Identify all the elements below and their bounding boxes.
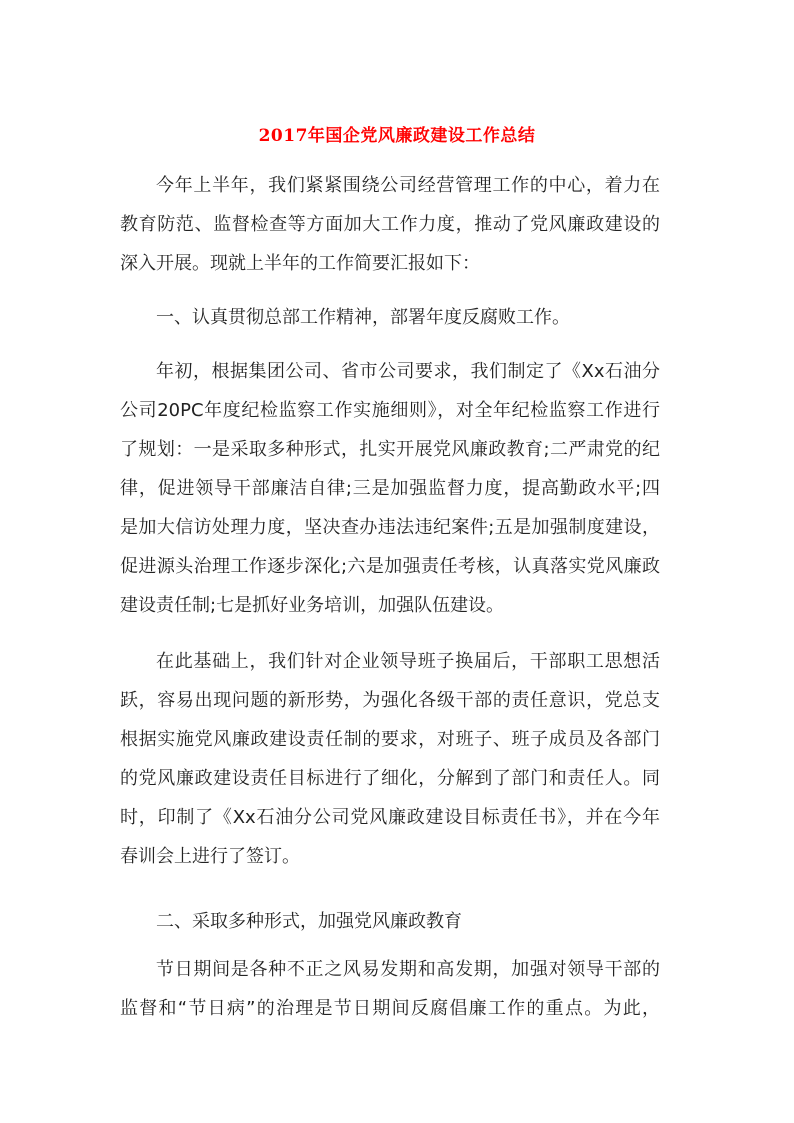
paragraph-line: 一、认真贯彻总部工作精神，部署年度反腐败工作。 xyxy=(156,307,570,328)
paragraph-line: 二、采取多种形式，加强党风廉政教育 xyxy=(156,911,462,932)
paragraph-line: 春训会上进行了签订。 xyxy=(120,846,300,867)
paragraph-line: 律，促进领导干部廉洁自律;三是加强监督力度，提高勤政水平;四 xyxy=(120,478,660,499)
paragraph-line: 建设责任制;七是抓好业务培训，加强队伍建设。 xyxy=(120,595,505,616)
document-title: 2017年国企党风廉政建设工作总结 xyxy=(258,126,536,146)
paragraph-line: 跃，容易出现问题的新形势，为强化各级干部的责任意识，党总支 xyxy=(120,690,660,711)
paragraph-line: 根据实施党风廉政建设责任制的要求，对班子、班子成员及各部门 xyxy=(120,729,660,750)
paragraph-line: 监督和“节日病”的治理是节日期间反腐倡廉工作的重点。为此， xyxy=(120,998,660,1019)
paragraph-line: 是加大信访处理力度，坚决查办违法违纪案件;五是加强制度建设， xyxy=(120,517,660,538)
paragraph-line: 教育防范、监督检查等方面加大工作力度，推动了党风廉政建设的 xyxy=(120,214,660,235)
paragraph-line: 时，印制了《Xx石油分公司党风廉政建设目标责任书》，并在今年 xyxy=(120,807,660,828)
paragraph-line: 节日期间是各种不正之风易发期和高发期，加强对领导干部的 xyxy=(156,959,660,980)
paragraph-line: 深入开展。现就上半年的工作简要汇报如下： xyxy=(120,253,480,274)
paragraph-line: 今年上半年，我们紧紧围绕公司经营管理工作的中心，着力在 xyxy=(156,175,660,196)
paragraph-line: 促进源头治理工作逐步深化;六是加强责任考核，认真落实党风廉政 xyxy=(120,556,660,577)
paragraph-line: 的党风廉政建设责任目标进行了细化，分解到了部门和责任人。同 xyxy=(120,768,660,789)
paragraph-line: 了规划：一是采取多种形式，扎实开展党风廉政教育;二严肃党的纪 xyxy=(120,439,660,460)
paragraph-line: 公司20PC年度纪检监察工作实施细则》，对全年纪检监察工作进行 xyxy=(120,400,660,421)
paragraph-line: 在此基础上，我们针对企业领导班子换届后，干部职工思想活 xyxy=(156,651,660,672)
paragraph-line: 年初，根据集团公司、省市公司要求，我们制定了《Xx石油分 xyxy=(156,361,660,382)
